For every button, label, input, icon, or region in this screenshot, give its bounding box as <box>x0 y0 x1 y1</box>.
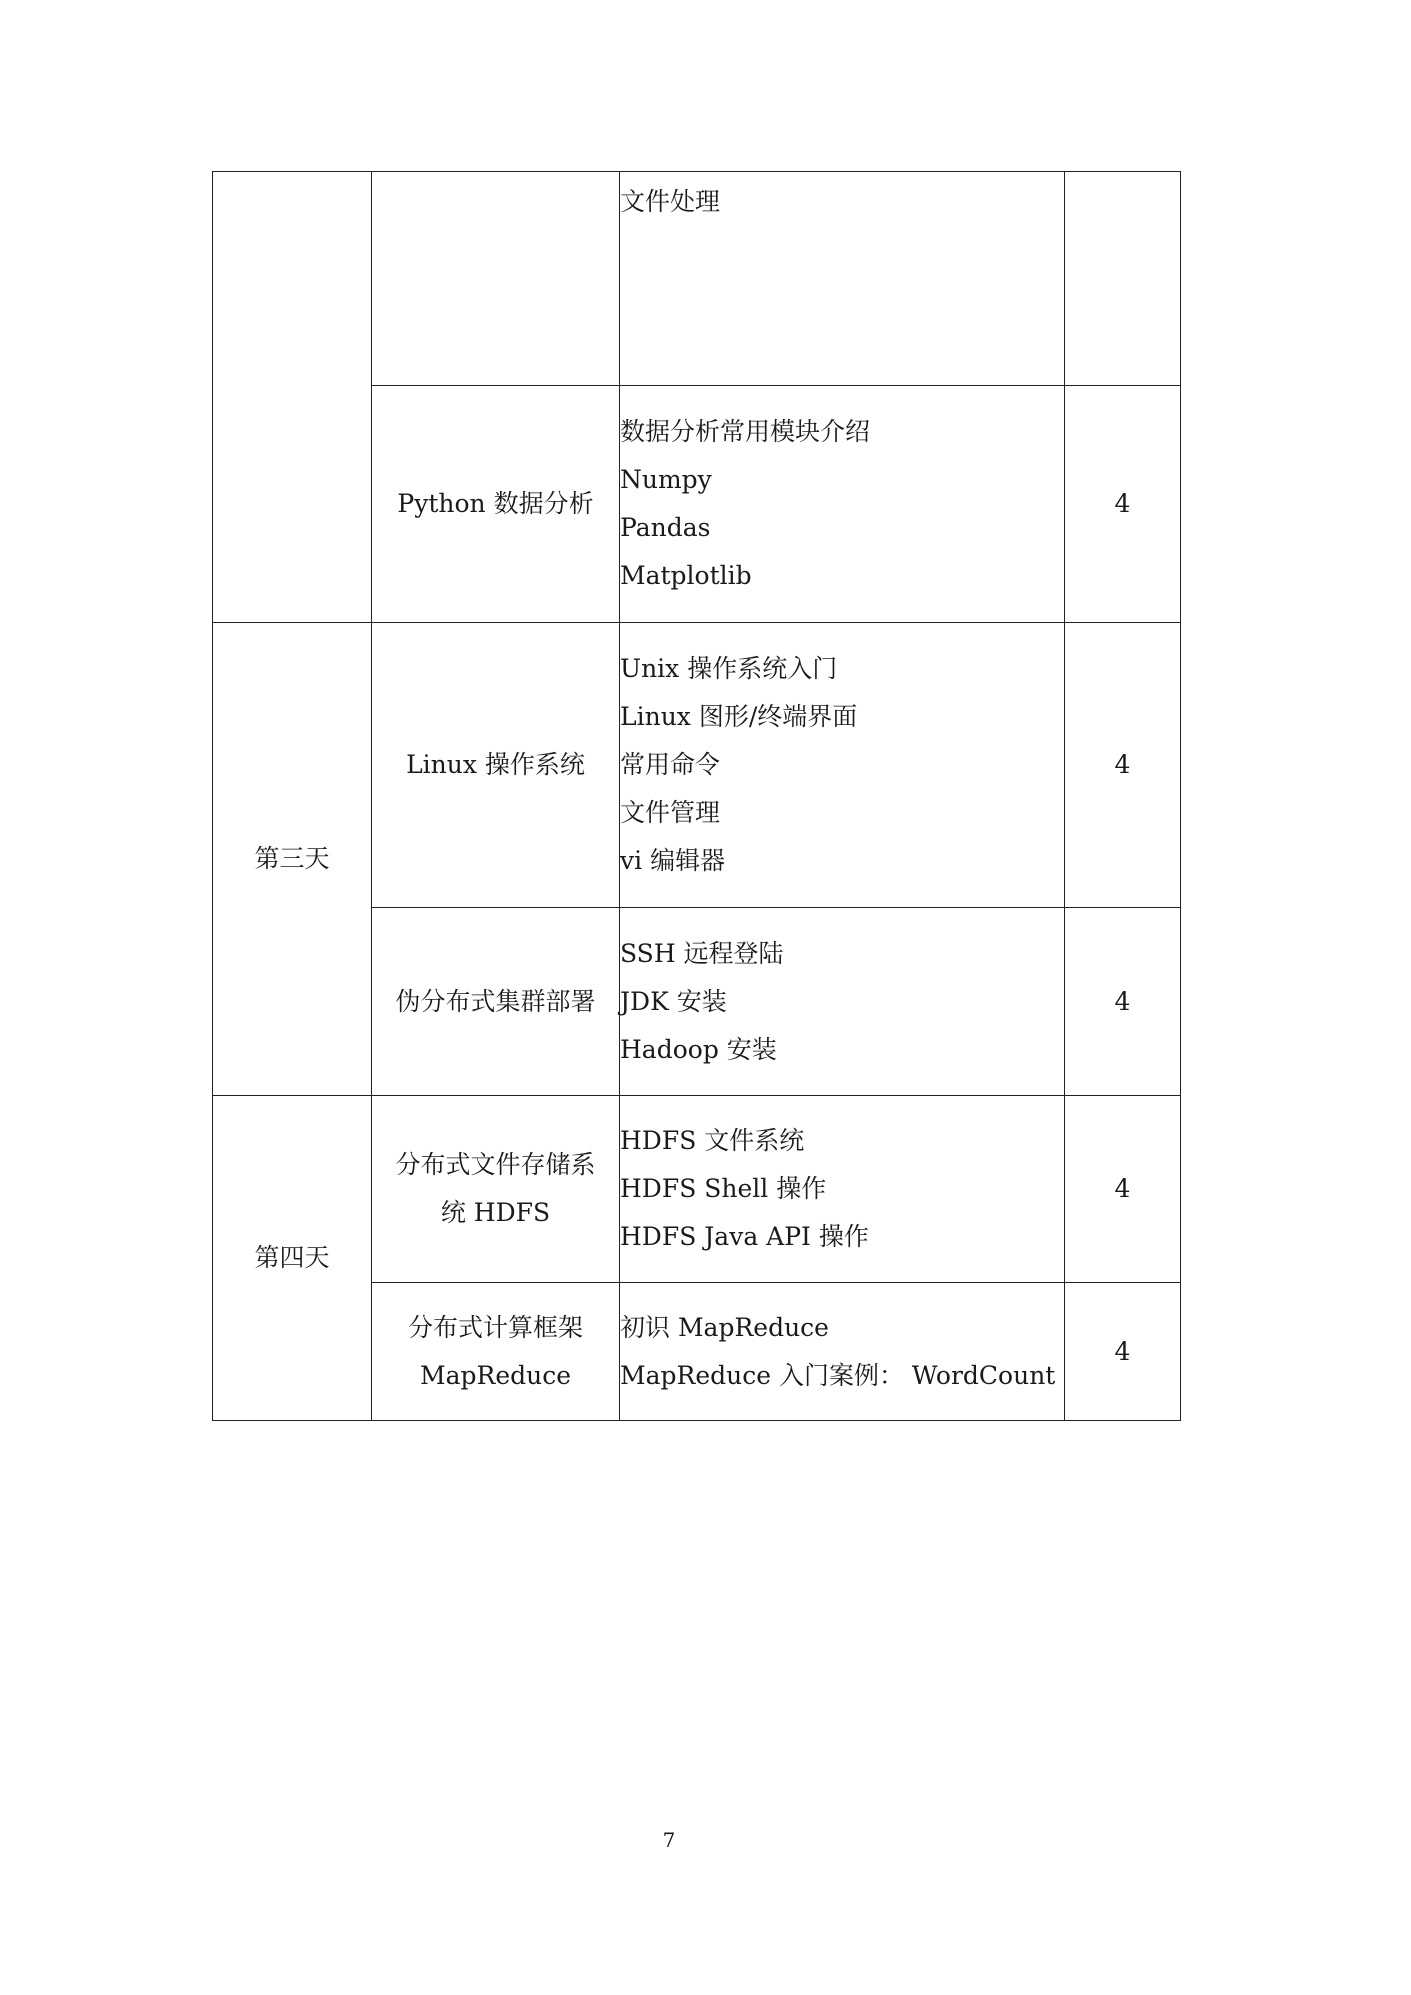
content-line: 文件处理 <box>620 187 721 216</box>
content-line: JDK 安装 <box>620 986 727 1016</box>
content-line: Unix 操作系统入门 <box>620 654 838 683</box>
content-line: vi 编辑器 <box>620 846 726 875</box>
content-line: MapReduce 入门案例： WordCount <box>620 1360 1056 1390</box>
content-cell <box>620 386 1065 623</box>
module-name: 统 HDFS <box>440 1198 551 1227</box>
content-line: 数据分析常用模块介绍 <box>620 417 871 446</box>
hours-cell-empty <box>1065 172 1181 386</box>
module-cell <box>372 386 620 623</box>
hours-cell: 4 <box>1065 623 1181 908</box>
content-line: Linux 图形/终端界面 <box>620 702 858 731</box>
module-cell <box>372 623 620 908</box>
hours-cell: 4 <box>1065 1096 1181 1283</box>
content-line: Hadoop 安装 <box>620 1034 777 1064</box>
module-name: Linux 操作系统 <box>406 750 585 779</box>
course-schedule-table <box>212 171 1181 1421</box>
module-cell <box>372 1096 620 1283</box>
content-line: 初识 MapReduce <box>620 1312 829 1342</box>
table-row <box>213 623 1181 908</box>
module-name: MapReduce <box>419 1360 572 1390</box>
content-cell <box>620 623 1065 908</box>
table-row <box>213 1096 1181 1283</box>
module-name: 分布式计算框架 <box>407 1312 583 1342</box>
content-cell <box>620 172 1065 386</box>
hours-cell: 4 <box>1065 386 1181 623</box>
day-cell-day4: 第四天 <box>213 1096 372 1421</box>
content-cell <box>620 908 1065 1096</box>
page-number: 7 <box>662 1828 676 1852</box>
content-line: Matplotlib <box>620 561 752 590</box>
module-cell-empty <box>372 172 620 386</box>
module-name: Python 数据分析 <box>397 489 594 518</box>
hours-cell: 4 <box>1065 908 1181 1096</box>
day-cell-continued <box>213 172 372 623</box>
table-row <box>213 172 1181 386</box>
content-line: 常用命令 <box>620 750 721 779</box>
content-cell <box>620 1283 1065 1421</box>
content-line: HDFS Java API 操作 <box>620 1222 869 1251</box>
day-cell-day3: 第三天 <box>213 623 372 1096</box>
content-line: HDFS 文件系统 <box>620 1126 805 1155</box>
content-line: Pandas <box>620 513 711 542</box>
content-line: HDFS Shell 操作 <box>620 1174 827 1203</box>
content-line: 文件管理 <box>620 798 721 827</box>
hours-cell: 4 <box>1065 1283 1181 1421</box>
module-name: 分布式文件存储系 <box>395 1150 596 1179</box>
content-cell <box>620 1096 1065 1283</box>
module-name: 伪分布式集群部署 <box>395 986 596 1016</box>
module-cell <box>372 908 620 1096</box>
content-line: Numpy <box>620 465 712 494</box>
module-cell <box>372 1283 620 1421</box>
content-line: SSH 远程登陆 <box>620 938 784 968</box>
